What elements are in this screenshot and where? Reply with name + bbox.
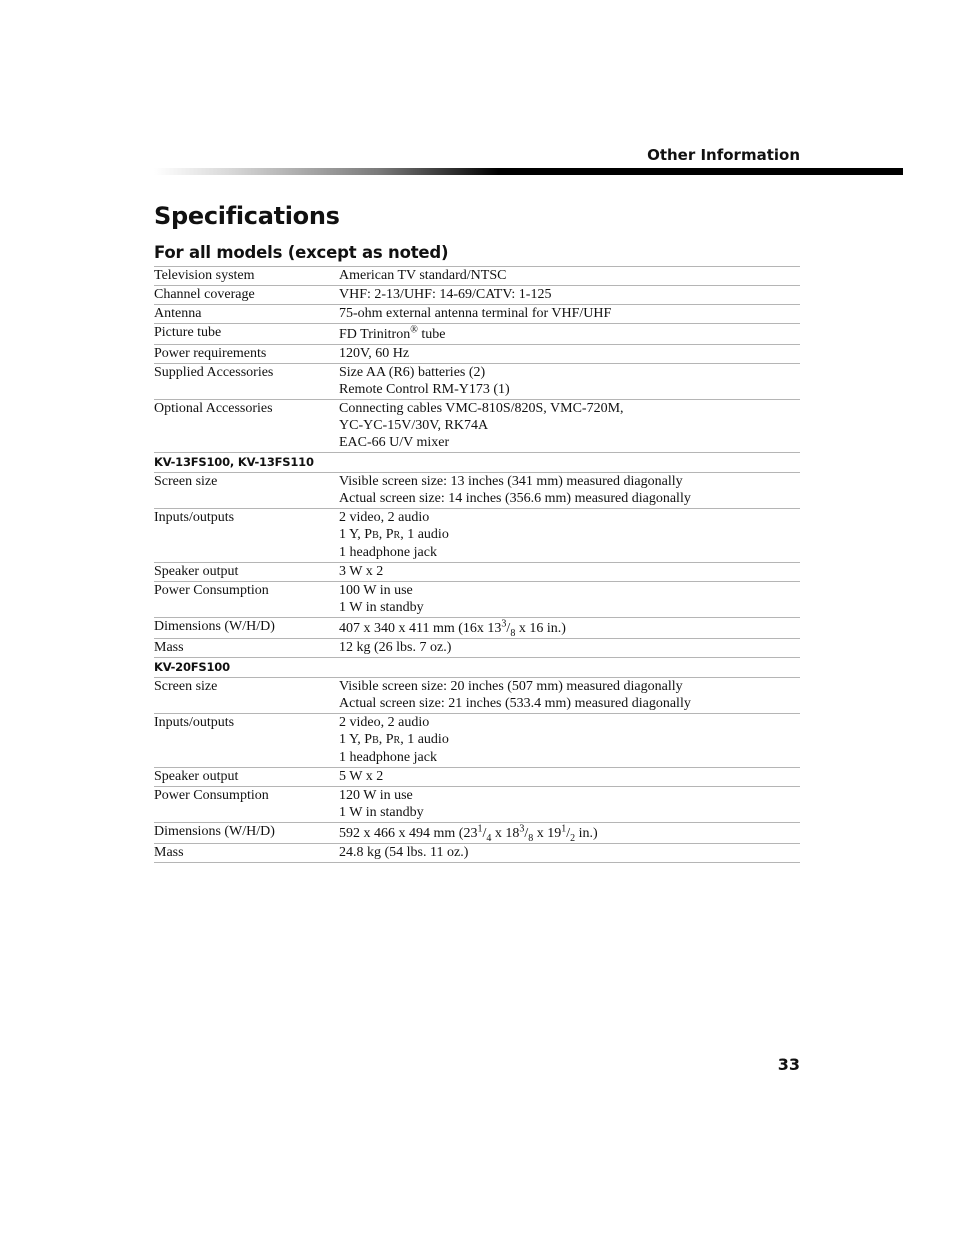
spec-value-line <box>339 731 800 749</box>
spec-row-screen-size <box>154 678 800 714</box>
spec-value-line: 24.8 kg (54 lbs. 11 oz.) <box>339 845 469 860</box>
spec-label: Channel coverage <box>154 287 255 302</box>
spec-value-line: Actual screen size: 14 inches (356.6 mm) measured diagonally <box>339 491 691 506</box>
spec-value <box>339 844 800 861</box>
dims-text: x 18 <box>491 826 520 841</box>
page-title: Specifications <box>154 202 340 230</box>
spec-value <box>339 563 800 580</box>
spec-label: Inputs/outputs <box>154 510 235 525</box>
spec-label: Supplied Accessories <box>154 365 274 380</box>
spec-label: Inputs/outputs <box>154 715 235 730</box>
spec-value <box>339 787 800 821</box>
spec-value-line: 1 headphone jack <box>339 545 437 560</box>
spec-label: Mass <box>154 845 184 860</box>
spec-row-channel-coverage <box>154 286 800 305</box>
spec-label: Dimensions (W/H/D) <box>154 619 275 634</box>
spec-label: Power Consumption <box>154 788 269 803</box>
fraction-numerator: 3 <box>519 823 525 835</box>
dims-text: x 19 <box>533 826 562 841</box>
spec-label: Mass <box>154 640 184 655</box>
spec-value <box>339 345 800 362</box>
spec-value <box>339 618 800 637</box>
spec-value-line: 100 W in use <box>339 583 413 598</box>
spec-label: Optional Accessories <box>154 401 273 416</box>
spec-value <box>339 639 800 656</box>
io-text: , 1 audio <box>400 732 449 747</box>
spec-label: Screen size <box>154 679 218 694</box>
spec-value <box>339 305 800 322</box>
spec-value-line: EAC-66 U/V mixer <box>339 435 450 450</box>
fraction-slash: / <box>482 826 487 841</box>
io-text: , 1 audio <box>400 527 449 542</box>
spec-value-text: FD Trinitron <box>339 327 411 342</box>
spec-row-inputs-outputs <box>154 714 800 768</box>
spec-value-line: YC-YC-15V/30V, RK74A <box>339 418 489 433</box>
fraction-numerator: 1 <box>561 823 567 835</box>
spec-row-inputs-outputs <box>154 509 800 563</box>
spec-value <box>339 509 800 561</box>
spec-value-line: 1 headphone jack <box>339 750 437 765</box>
spec-row-power-requirements <box>154 345 800 364</box>
dims-text: in.) <box>575 826 598 841</box>
spec-value <box>339 364 800 398</box>
spec-row-supplied-accessories <box>154 364 800 400</box>
spec-label: Speaker output <box>154 769 239 784</box>
io-subscript: R <box>393 530 401 541</box>
spec-value-line: 12 kg (26 lbs. 7 oz.) <box>339 640 452 655</box>
registered-mark: ® <box>410 324 418 336</box>
spec-row-power-consumption <box>154 582 800 618</box>
spec-value <box>339 473 800 507</box>
spec-label: Picture tube <box>154 325 222 340</box>
spec-value-line: 1 W in standby <box>339 600 424 615</box>
spec-value-line: Size AA (R6) batteries (2) <box>339 365 486 380</box>
fraction-numerator: 3 <box>501 618 507 630</box>
spec-row-speaker-output <box>154 563 800 582</box>
spec-label: Antenna <box>154 306 202 321</box>
spec-value-line: Connecting cables VMC-810S/820S, VMC-720M, <box>339 401 624 416</box>
dims-text: x 16 in.) <box>515 621 566 636</box>
subheading-all-models: For all models (except as noted) <box>154 243 449 262</box>
spec-value-line: 120 W in use <box>339 788 413 803</box>
spec-label: Speaker output <box>154 564 239 579</box>
spec-label: Power requirements <box>154 346 267 361</box>
spec-value <box>339 400 800 451</box>
spec-value-text: tube <box>417 327 446 342</box>
spec-value-line: VHF: 2-13/UHF: 14-69/CATV: 1-125 <box>339 287 552 302</box>
spec-value-line: 120V, 60 Hz <box>339 346 410 361</box>
io-subscript: B <box>372 530 379 541</box>
io-subscript: B <box>372 735 379 746</box>
io-text: 1 Y, P <box>339 732 373 747</box>
spec-row-mass <box>154 844 800 863</box>
spec-row-speaker-output <box>154 768 800 787</box>
spec-value <box>339 823 800 842</box>
fraction-numerator: 1 <box>477 823 483 835</box>
spec-row-television-system <box>154 267 800 286</box>
spec-row-dimensions <box>154 618 800 639</box>
spec-label: Screen size <box>154 474 218 489</box>
spec-value-line: 1 W in standby <box>339 805 424 820</box>
fraction-denominator: 2 <box>570 832 576 844</box>
spec-value-line: Visible screen size: 20 inches (507 mm) measured diagonally <box>339 679 683 694</box>
fraction-denominator: 8 <box>528 832 534 844</box>
spec-value-line: 2 video, 2 audio <box>339 510 430 525</box>
model-group-heading: KV-13FS100, KV-13FS110 <box>154 453 800 473</box>
spec-value-line <box>339 526 800 544</box>
io-text: , P <box>378 732 394 747</box>
io-subscript: R <box>393 735 401 746</box>
io-text: 1 Y, P <box>339 527 373 542</box>
model-group-heading: KV-20FS100 <box>154 658 800 678</box>
fraction-slash: / <box>524 826 529 841</box>
spec-label: Television system <box>154 268 255 283</box>
fraction-slash: / <box>566 826 571 841</box>
dims-text: 592 x 466 x 494 mm (23 <box>339 826 478 841</box>
spec-value-line: American TV standard/NTSC <box>339 268 507 283</box>
fraction-slash: / <box>506 621 511 636</box>
spec-value-line: Remote Control RM-Y173 (1) <box>339 382 510 397</box>
spec-value-line: 5 W x 2 <box>339 769 384 784</box>
spec-value-line: 3 W x 2 <box>339 564 384 579</box>
spec-row-optional-accessories <box>154 400 800 453</box>
spec-value <box>339 678 800 712</box>
spec-value <box>339 768 800 785</box>
fraction-denominator: 4 <box>486 832 492 844</box>
spec-row-dimensions <box>154 823 800 844</box>
spec-value <box>339 582 800 616</box>
spec-value <box>339 714 800 766</box>
section-header: Other Information <box>647 146 800 164</box>
spec-value <box>339 267 800 284</box>
spec-row-power-consumption <box>154 787 800 823</box>
spec-label: Power Consumption <box>154 583 269 598</box>
spec-value-line: Actual screen size: 21 inches (533.4 mm) measured diagonally <box>339 696 691 711</box>
io-text: , P <box>378 527 394 542</box>
header-rule <box>154 168 903 175</box>
spec-value-line: 2 video, 2 audio <box>339 715 430 730</box>
spec-row-antenna <box>154 305 800 324</box>
spec-value <box>339 324 800 343</box>
spec-value-line: 75-ohm external antenna terminal for VHF/UHF <box>339 306 612 321</box>
spec-row-mass <box>154 639 800 658</box>
spec-row-picture-tube <box>154 324 800 345</box>
fraction-denominator: 8 <box>510 627 516 639</box>
spec-value <box>339 286 800 303</box>
page-number: 33 <box>777 1055 800 1074</box>
spec-value-line: Visible screen size: 13 inches (341 mm) measured diagonally <box>339 474 683 489</box>
spec-row-screen-size <box>154 473 800 509</box>
dims-text: 407 x 340 x 411 mm (16x 13 <box>339 621 502 636</box>
spec-label: Dimensions (W/H/D) <box>154 824 275 839</box>
spec-table <box>154 266 800 863</box>
